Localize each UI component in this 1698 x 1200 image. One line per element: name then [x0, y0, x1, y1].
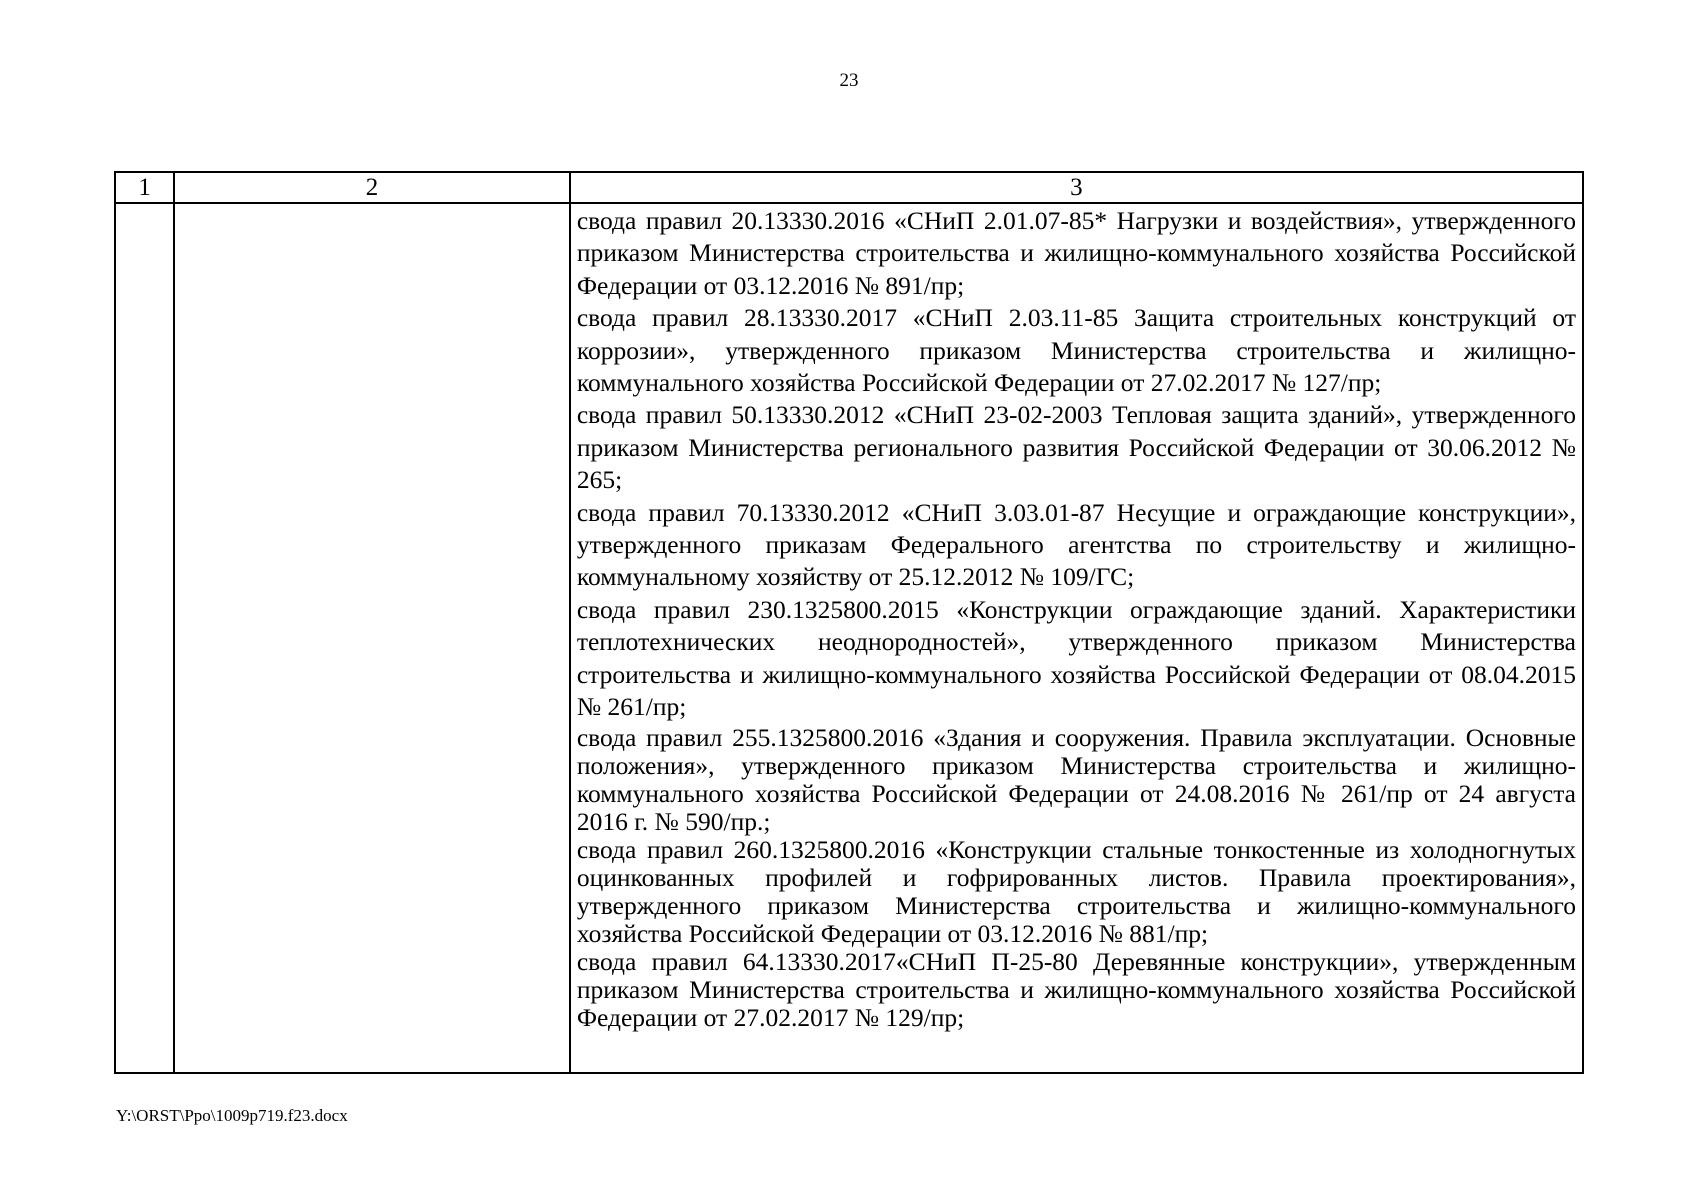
regulation-item: свода правил 255.1325800.2016 «Здания и сооружения. Правила эксплуатации. Основные положения», утвержденного приказом Министерства строительства и жилищно-коммунального хозяйства Российской Федерации от 24.08.2016 № 261/пр от 24 августа 2016 г. № 590/пр.;	[576, 722, 1576, 836]
column-header-2: 2	[174, 172, 570, 203]
file-path-footer: Y:\ORST\Ppo\1009p719.f23.docx	[116, 1106, 348, 1125]
column-header-1: 1	[115, 172, 174, 203]
page-number: 23	[839, 70, 859, 91]
row-cell-regulations	[570, 203, 1583, 1073]
regulation-item: свода правил 64.13330.2017«СНиП П-25-80 Деревянные конструкции», утвержденным приказом Министерства строительства и жилищно-коммунального хозяйства Российской Федерации от 27.02.2017 № 129/пр;	[576, 946, 1576, 1032]
regulation-item: свода правил 260.1325800.2016 «Конструкции стальные тонкостенные из холодногнутых оцинкованных профилей и гофрированных листов. Правила проектирования», утвержденного приказом Министерства строительства и жилищно-коммунального хозяйства Российской Федерации от 03.12.2016 № 881/пр;	[576, 834, 1576, 948]
row-cell-number	[115, 203, 174, 1073]
regulation-item: свода правил 20.13330.2016 «СНиП 2.01.07-85* Нагрузки и воздействия», утвержденного приказом Министерства строительства и жилищно-коммунального хозяйства Российской Федерации от 03.12.2016 № 891/пр;	[576, 206, 1576, 300]
regulation-item: свода правил 70.13330.2012 «СНиП 3.03.01-87 Несущие и ограждающие конструкции», утвержденного приказам Федерального агентства по строительству и жилищно-коммунальному хозяйству от 25.12.2012 № 109/ГС;	[576, 497, 1576, 592]
row-cell-name	[174, 203, 570, 1073]
table-row	[115, 203, 1583, 1073]
regulation-item: свода правил 230.1325800.2015 «Конструкции ограждающие зданий. Характеристики теплотехнических неоднородностей», утвержденного приказом Министерства строительства и жилищно-коммунального хозяйства Российской Федерации от 08.04.2015 № 261/пр;	[576, 594, 1576, 722]
table-header-row	[115, 172, 1583, 203]
regulation-item: свода правил 50.13330.2012 «СНиП 23-02-2003 Тепловая защита зданий», утвержденного приказом Министерства регионального развития Российской Федерации от 30.06.2012 № 265;	[576, 400, 1576, 495]
regulations-table	[114, 171, 1584, 1074]
column-header-3: 3	[570, 172, 1583, 203]
regulation-item: свода правил 28.13330.2017 «СНиП 2.03.11-85 Защита строительных конструкций от коррозии», утвержденного приказом Министерства строительства и жилищно-коммунального хозяйства Российской Федерации от 27.02.2017 № 127/пр;	[576, 303, 1576, 398]
